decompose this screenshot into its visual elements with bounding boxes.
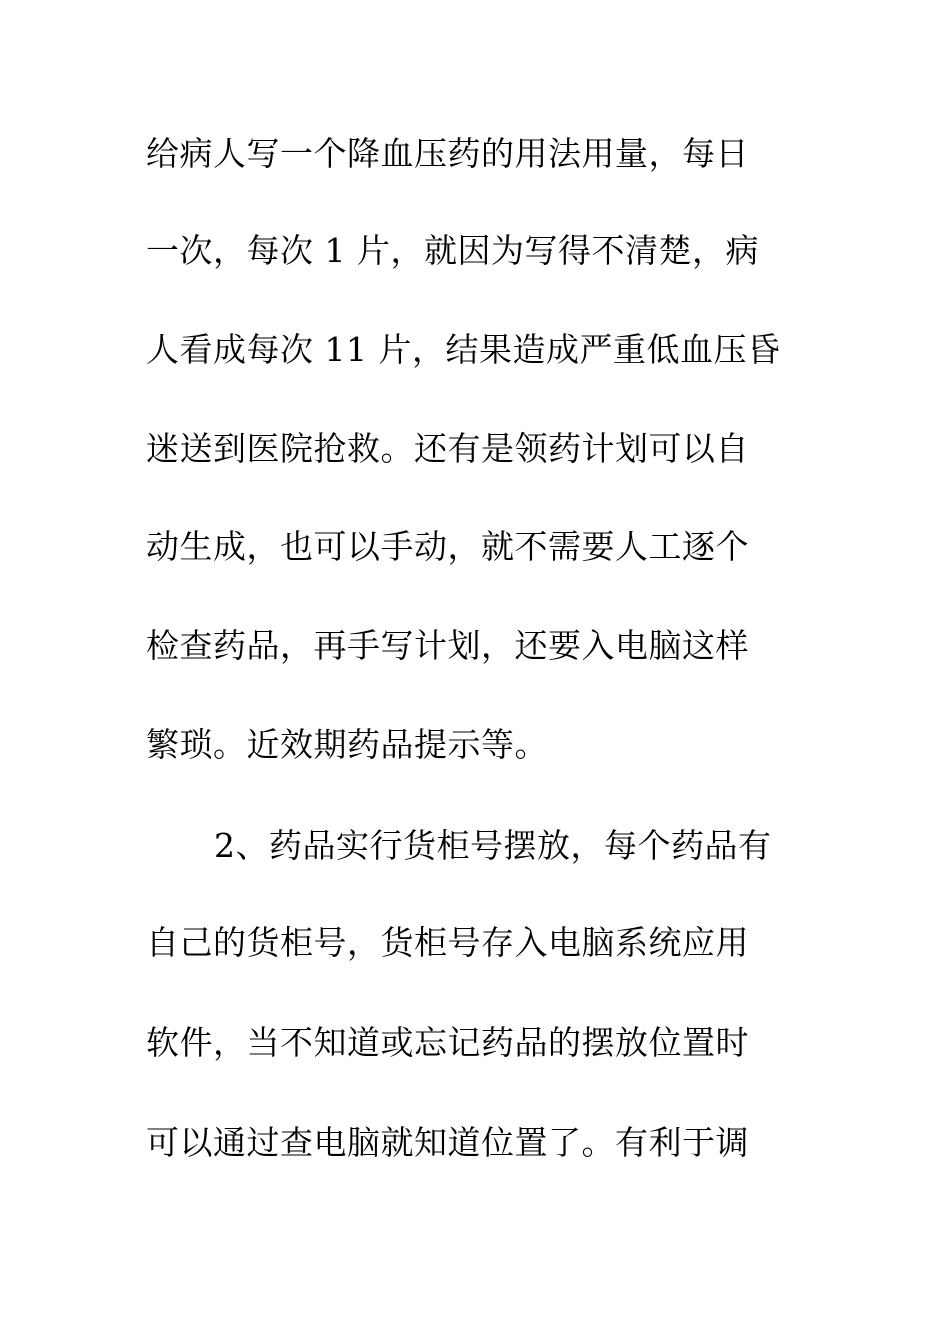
text-line-3: 人看成每次 11 片，结果造成严重低血压昏: [146, 330, 781, 369]
text-line-6: 检查药品，再手写计划，还要入电脑这样: [146, 626, 749, 665]
paragraph-2-line-1: 2、药品实行货柜号摆放，每个药品有: [214, 826, 772, 865]
text-line-2: 一次，每次 1 片，就因为写得不清楚，病: [146, 231, 759, 270]
paragraph-2-line-4: 可以通过查电脑就知道位置了。有利于调: [146, 1123, 749, 1162]
text-line-7: 繁琐。近效期药品提示等。: [146, 725, 548, 764]
paragraph-2-line-3: 软件，当不知道或忘记药品的摆放位置时: [146, 1023, 749, 1062]
text-line-5: 动生成，也可以手动，就不需要人工逐个: [146, 527, 749, 566]
text-line-4: 迷送到医院抢救。还有是领药计划可以自: [146, 429, 749, 468]
paragraph-2-line-2: 自己的货柜号，货柜号存入电脑系统应用: [146, 923, 749, 962]
text-line-1: 给病人写一个降血压药的用法用量，每日: [146, 134, 749, 173]
